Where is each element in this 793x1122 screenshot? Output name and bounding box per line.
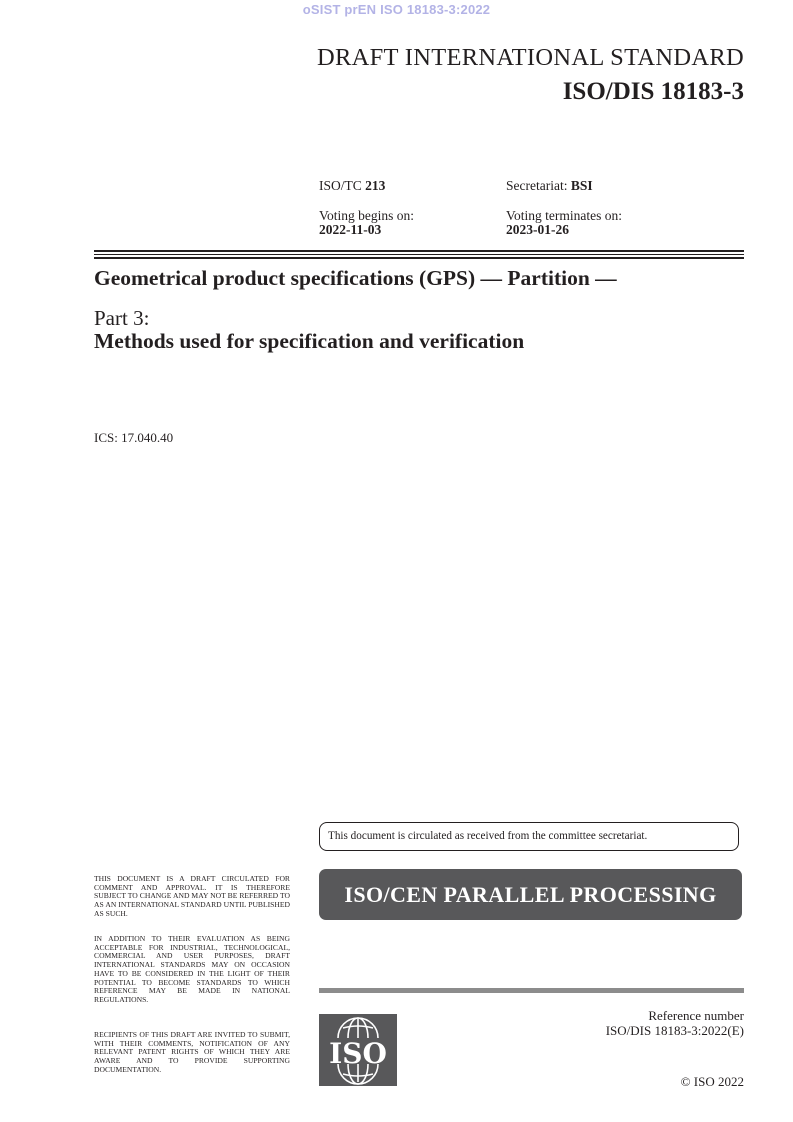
document-title: Geometrical product specifications (GPS) — Partition — <box>94 266 617 290</box>
secretariat-value: BSI <box>570 178 593 193</box>
disclaimer-draft: THIS DOCUMENT IS A DRAFT CIRCULATED FOR COMMENT AND APPROVAL. IT IS THEREFORE SUBJECT TO CHANGE AND MAY NOT BE REFERRED TO AS AN INTERNATIONAL STANDARD UNTIL PUBLISHED AS SUCH. <box>94 874 290 918</box>
reference-number: ISO/DIS 18183-3:2022(E) <box>605 1023 744 1038</box>
reference-label: Reference number <box>648 1008 744 1023</box>
part-title: Methods used for specification and verification <box>94 329 525 353</box>
part-label: Part 3: <box>94 306 150 330</box>
circulation-notice: This document is circulated as received from the committee secretariat. <box>319 822 739 851</box>
committee <box>319 179 385 193</box>
footer-bar <box>319 988 744 993</box>
secretariat-label: Secretariat: <box>506 178 571 193</box>
voting-begins-date: 2022-11-03 <box>319 222 382 237</box>
title-separator <box>94 250 744 259</box>
copyright: © ISO 2022 <box>680 1074 744 1089</box>
secretariat <box>506 179 593 193</box>
voting-ends-date: 2023-01-26 <box>506 222 569 237</box>
voting-begins <box>319 209 414 237</box>
iso-logo-text: ISO <box>329 1037 387 1070</box>
disclaimer-patents: RECIPIENTS OF THIS DRAFT ARE INVITED TO SUBMIT, WITH THEIR COMMENTS, NOTIFICATION OF ANY RELEVANT PATENT RIGHTS OF WHICH THEY ARE AWARE AND TO PROVIDE SUPPORTING DOCUMENTATION. <box>94 1030 290 1074</box>
iso-logo-icon <box>319 1014 397 1086</box>
watermark: oSIST prEN ISO 18183-3:2022 <box>302 2 491 17</box>
committee-value: 213 <box>365 178 386 193</box>
voting-ends-label: Voting terminates on: <box>506 208 622 223</box>
processing-banner: ISO/CEN PARALLEL PROCESSING <box>319 869 742 920</box>
voting-ends <box>506 209 622 237</box>
voting-begins-label: Voting begins on: <box>319 208 415 223</box>
document-type: DRAFT INTERNATIONAL STANDARD <box>316 44 744 71</box>
disclaimer-evaluation: IN ADDITION TO THEIR EVALUATION AS BEING ACCEPTABLE FOR INDUSTRIAL, TECHNOLOGICAL, COMMERCIAL AND USER PURPOSES, DRAFT INTERNATIONAL STANDARDS MAY ON OCCASION HAVE TO BE CONSIDERED IN THE LIGHT OF THEIR POTENTIAL TO BECOME STANDARDS TO WHICH REFERENCE MAY BE MADE IN NATIONAL REGULATIONS. <box>94 934 290 1004</box>
document-number: ISO/DIS 18183-3 <box>562 78 744 105</box>
committee-label: ISO/TC <box>319 178 366 193</box>
ics-code: ICS: 17.040.40 <box>94 430 174 445</box>
